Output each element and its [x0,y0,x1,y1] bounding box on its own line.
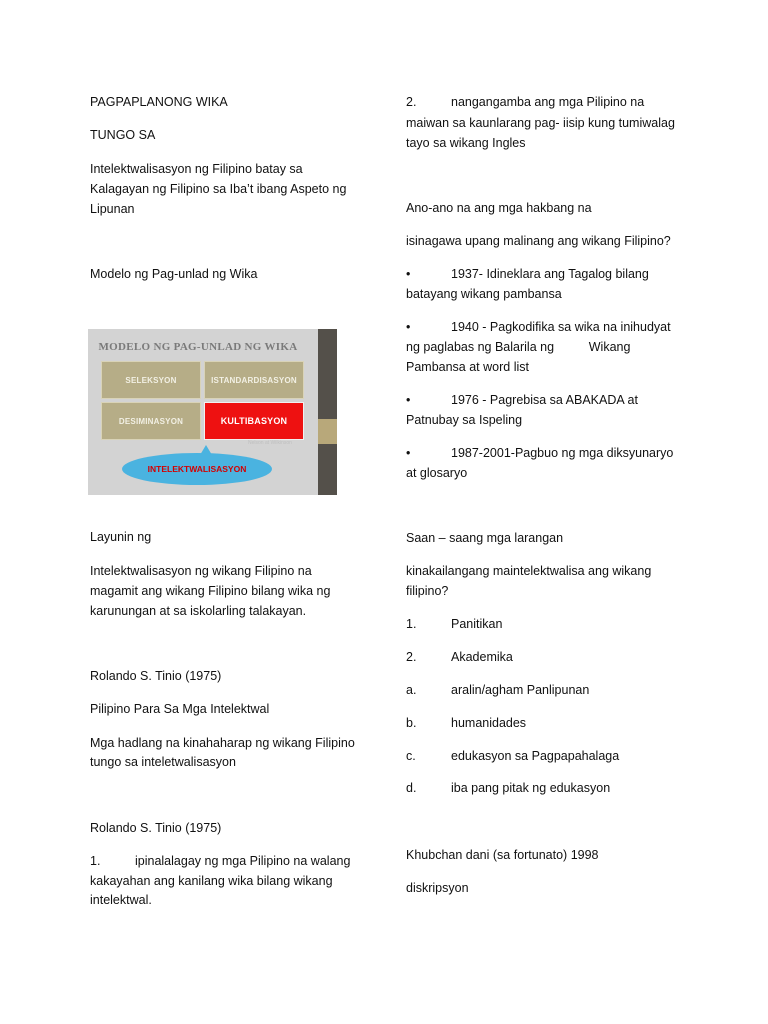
hadlang-line-2: tungo sa inteletwalisasyon [90,755,236,769]
item-1-number: 1. [90,854,101,868]
figure-side-bar [318,329,337,495]
list-item [406,647,513,667]
item-2-text-a: nangangamba ang mga Pilipino na [451,95,645,109]
bullet-1937 [406,264,649,284]
list-text: edukasyon sa Pagpapahalaga [451,749,620,763]
figure-faint-caption: Nelson at Wilkinson [248,440,292,446]
list-marker: d. [406,781,417,795]
document-title: PAGPAPLANONG WIKA [90,95,228,109]
bullet-mark: • [406,320,411,334]
list-marker: 1. [406,617,417,631]
bullet-1976-cont: Patnubay sa Ispeling [406,413,523,427]
question-line-2: isinagawa upang malinang ang wikang Filipino? [406,234,671,248]
layunin-line-3: karunungan at sa iskolarling talakayan. [90,604,307,618]
intro-line-1: Intelektwalisasyon ng Filipino batay sa [90,162,303,176]
model-heading: Modelo ng Pag-unlad ng Wika [90,267,258,281]
document-subtitle: TUNGO SA [90,128,156,142]
bullet-1987-text: 1987-2001-Pagbuo ng mga diksyunaryo [451,446,674,460]
bullet-1976-text: 1976 - Pagrebisa sa ABAKADA at [451,393,638,407]
box-istandardisasyon: ISTANDARDISASYON [204,361,304,399]
kina-line-1: kinakailangang maintelektwalisa ang wikang [406,564,652,578]
question-line-1: Ano-ano na ang mga hakbang na [406,201,592,215]
bullet-1937-text: 1937- Idineklara ang Tagalog bilang [451,267,649,281]
list-marker: c. [406,749,416,763]
author-1: Rolando S. Tinio (1975) [90,669,222,683]
list-marker: a. [406,683,417,697]
list-item [406,680,589,700]
figure-side-accent [318,419,337,444]
figure-title: MODELO NG PAG-UNLAD NG WIKA [98,341,298,353]
intro-line-2: Kalagayan ng Filipino sa Iba’t ibang Aspeto ng [90,182,347,196]
bullet-1987 [406,443,673,463]
bullet-1940 [406,317,671,337]
list-text: Panitikan [451,617,503,631]
item-1-line-3: intelektwal. [90,893,152,907]
bullet-1937-cont: batayang wikang pambansa [406,287,562,301]
khubchan-reference: Khubchan dani (sa fortunato) 1998 [406,848,599,862]
list-item [406,778,610,798]
list-item [406,746,619,766]
box-kultibasyon: KULTIBASYON [204,402,304,440]
bullet-1940-text: 1940 - Pagkodifika sa wika na inihudyat [451,320,671,334]
author-2: Rolando S. Tinio (1975) [90,821,222,835]
book-title: Pilipino Para Sa Mga Intelektwal [90,702,270,716]
list-marker: 2. [406,650,417,664]
kina-line-2: filipino? [406,584,449,598]
layunin-line-2: magamit ang wikang Filipino bilang wika ng [90,584,331,598]
saan-heading: Saan – saang mga larangan [406,531,564,545]
item-1-line-2: kakayahan ang kanilang wika bilang wikang [90,874,333,888]
list-item [406,614,502,634]
bullet-1987-cont: at glosaryo [406,466,468,480]
bullet-1940-cont-1: ng paglabas ng Balarila ng Wikang [406,340,631,354]
layunin-line-1: Intelektwalisasyon ng wikang Filipino na [90,564,312,578]
bullet-1976 [406,390,638,410]
item-1-line-1 [90,851,350,871]
list-text: aralin/agham Panlipunan [451,683,590,697]
list-item [406,713,526,733]
list-marker: b. [406,716,417,730]
list-text: humanidades [451,716,527,730]
item-2-line-1 [406,92,644,112]
bullet-1940-cont-2: Pambansa at word list [406,360,529,374]
diskripsyon-heading: diskripsyon [406,881,469,895]
layunin-heading: Layunin ng [90,530,152,544]
intro-line-3: Lipunan [90,202,135,216]
oval-intelektwalisasyon: INTELEKTWALISASYON [122,453,272,485]
item-2-number: 2. [406,95,417,109]
item-2-line-2: maiwan sa kaunlarang pag- iisip kung tumiwalag [406,116,675,130]
hadlang-line-1: Mga hadlang na kinahaharap ng wikang Filipino [90,736,355,750]
bullet-mark: • [406,393,411,407]
model-figure [88,329,337,495]
item-1-text-a: ipinalalagay ng mga Pilipino na walang [135,854,351,868]
list-text: Akademika [451,650,513,664]
list-text: iba pang pitak ng edukasyon [451,781,611,795]
box-seleksyon: SELEKSYON [101,361,201,399]
item-2-line-3: tayo sa wikang Ingles [406,136,526,150]
bullet-mark: • [406,446,411,460]
box-desiminasyon: DESIMINASYON [101,402,201,440]
bullet-mark: • [406,267,411,281]
